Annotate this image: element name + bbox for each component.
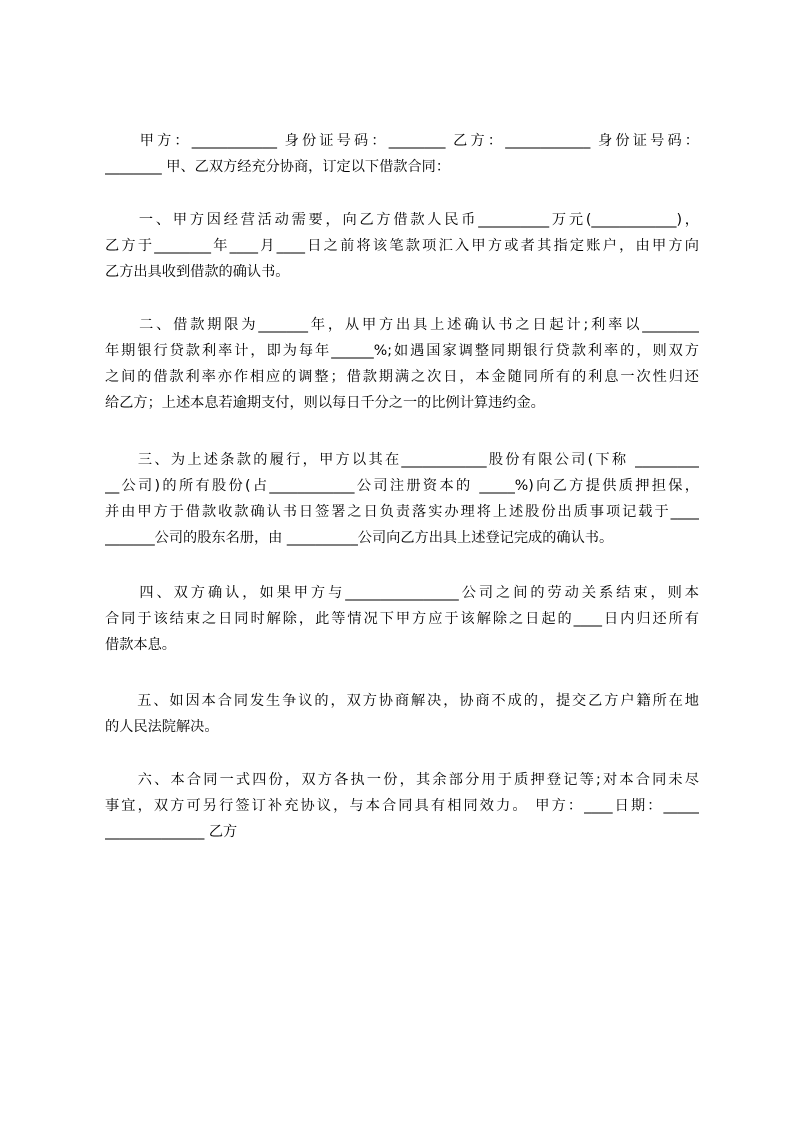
text-line: 四、双方确认，如果甲方与________________公司之间的劳动关系结束，则本 <box>105 585 699 601</box>
text-line: 五、如因本合同发生争议的，双方协商解决，协商不成的，提交乙方户籍所在地 <box>105 693 699 709</box>
text-line: 乙方于________年____月____日之前将该笔款项汇入甲方或者其指定账户，由甲方向 <box>105 238 699 254</box>
clause-1-paragraph <box>105 207 699 285</box>
text-line: 乙方出具收到借款的确认书。 <box>105 264 290 280</box>
text-line: 给乙方；上述本息若逾期支付，则以每日千分之一的比例计算违约金。 <box>105 395 545 411</box>
clause-3-paragraph <box>105 447 699 551</box>
text-line: ______________ 乙方 <box>105 824 238 840</box>
text-line: 的人民法院解决。 <box>105 719 219 735</box>
text-line: 合同于该结束之日同时解除，此等情况下甲方应于该解除之日起的____日内归还所有 <box>105 611 699 627</box>
text-line: 一、甲方因经营活动需要，向乙方借款人民币__________万元(____________)， <box>105 212 699 228</box>
clause-2-paragraph <box>105 312 699 416</box>
clause-4-paragraph <box>105 580 699 658</box>
text-line: 年期银行贷款利率计，即为每年______%;如遇国家调整同期银行贷款利率的，则双方 <box>105 343 699 359</box>
text-line: 六、本合同一式四份，双方各执一份，其余部分用于质押登记等;对本合同未尽 <box>105 772 699 788</box>
text-line: 甲方：____________ 身份证号码：________ 乙方：____________ 身份证号码： <box>105 133 699 149</box>
clause-5-paragraph <box>105 688 699 740</box>
text-line: 并由甲方于借款收款确认书日签署之日负责落实办理将上述股份出质事项记载于____ <box>105 504 699 520</box>
text-line: 三、为上述条款的履行，甲方以其在____________股份有限公司(下称 _________ <box>105 452 699 468</box>
text-line: 之间的借款利率亦作相应的调整；借款期满之次日，本金随同所有的利息一次性归还 <box>105 369 699 385</box>
clause-6-paragraph <box>105 767 699 845</box>
text-line: ________ 甲、乙双方经充分协商，订定以下借款合同： <box>105 159 451 175</box>
text-line: 事宜，双方可另行签订补充协议，与本合同具有相同效力。 甲方：____日期：_____ <box>105 798 699 814</box>
text-line: _______公司的股东名册，由 __________公司向乙方出具上述登记完成的确认书。 <box>105 530 614 546</box>
text-line: 二、借款期限为_______年，从甲方出具上述确认书之日起计;利率以________ <box>105 317 699 333</box>
text-line: __公司)的所有股份(占____________公司注册资本的 _____%)向乙方提供质押担保， <box>105 478 699 494</box>
text-line: 借款本息。 <box>105 637 176 653</box>
intro-paragraph <box>105 128 699 180</box>
